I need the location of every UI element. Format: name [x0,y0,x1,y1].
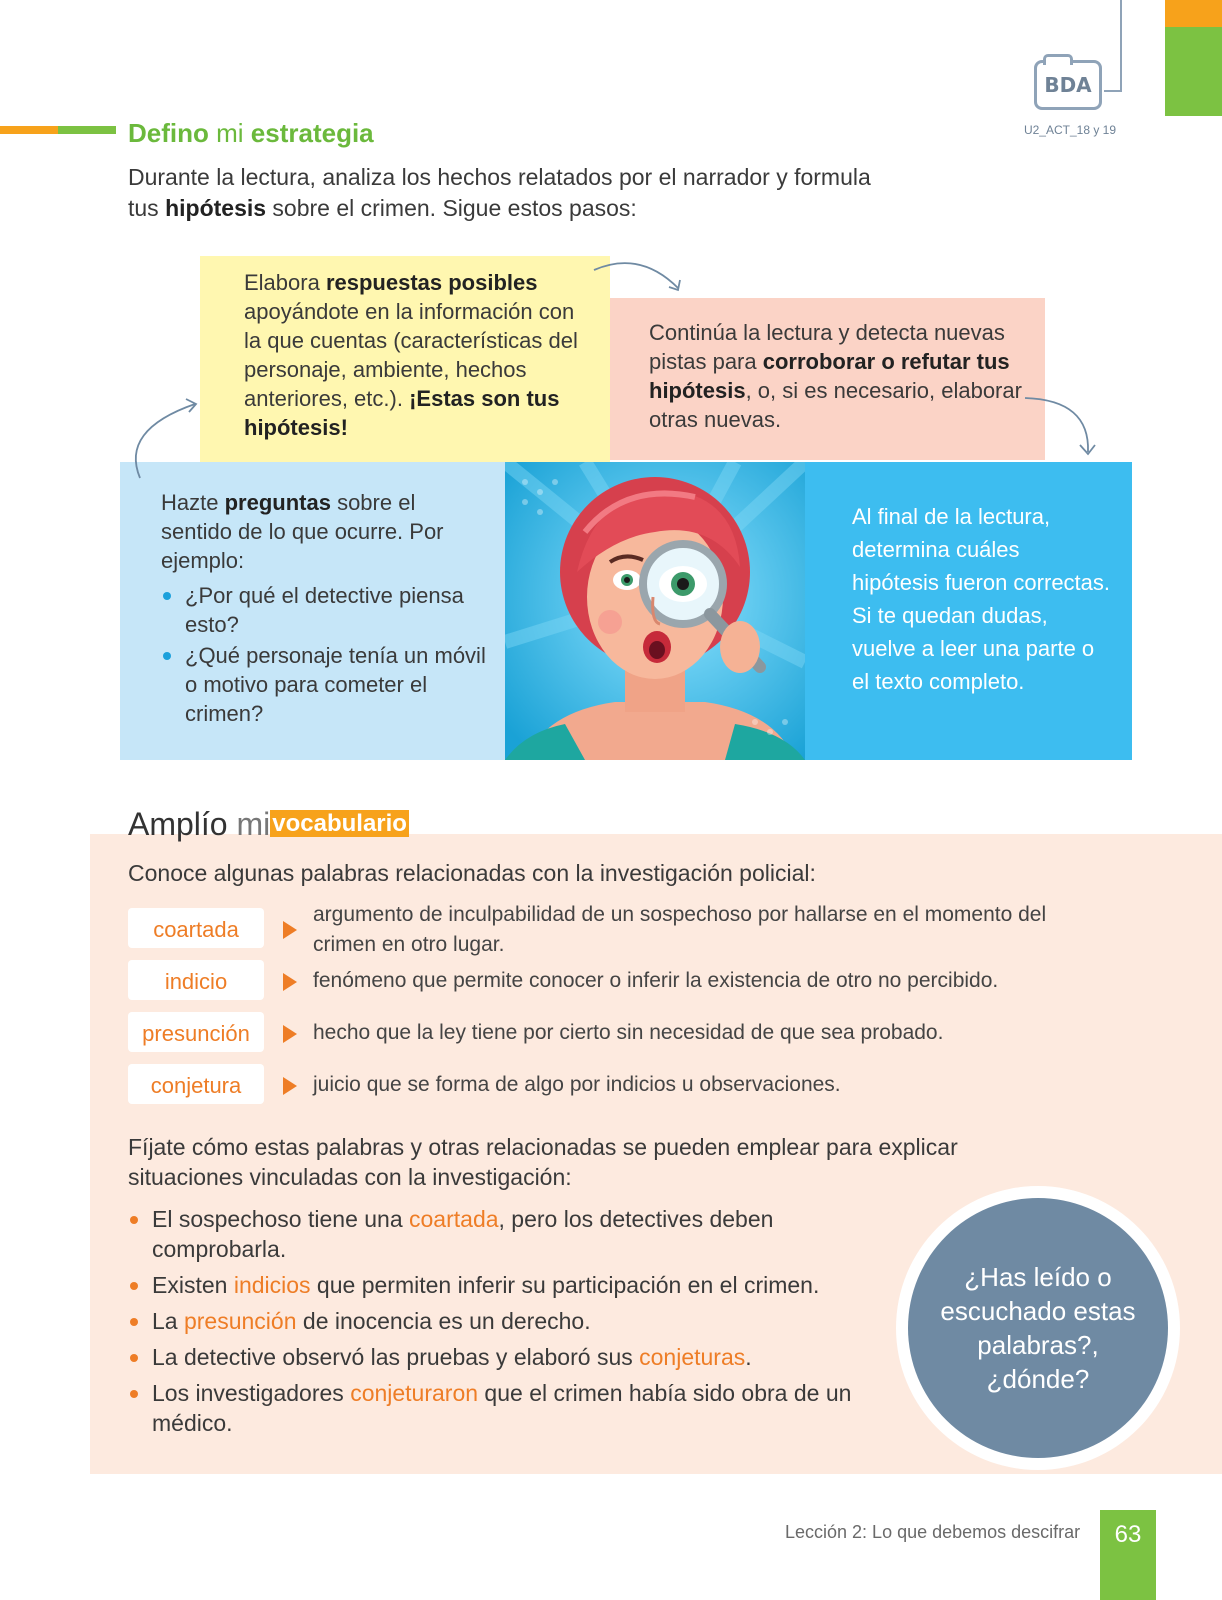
definition-presuncion: hecho que la ley tiene por cierto sin necesidad de que sea probado. [313,1021,944,1044]
bda-activity-code: U2_ACT_18 y 19 [1023,123,1117,137]
example-text: . [745,1344,752,1370]
bda-folder-icon[interactable]: BDA [1034,60,1102,110]
example-text: que el crimen había sido obra de un médico. [152,1380,852,1436]
arrow-questions-to-answers-icon [136,404,195,478]
step-arrows [0,0,1222,480]
example-keyword: conjeturaron [350,1380,479,1406]
example-text: Existen [152,1272,234,1298]
continue-text-pre: Continúa la lectura y detecta nuevas pistas para [649,320,1005,374]
term-indicio: indicio [128,960,264,1000]
answers-text-bold: respuestas posibles [325,270,538,295]
example-text: Los investigadores [152,1380,351,1406]
strategy-intro-bold: hipótesis [165,195,267,221]
answers-text-post: apoyándote en la información con la que cuentas (características del personaje, ambiente, hechos anteriores, etc.). [244,299,578,411]
page-number: 63 [1100,1510,1156,1600]
example-keyword: presunción [183,1308,297,1334]
vocabulary-heading [128,806,409,843]
example-list [128,1204,898,1444]
strategy-heading-word3: estrategia [250,118,374,148]
term-coartada: coartada [128,908,264,948]
example-keyword: conjeturas [639,1344,746,1370]
vocabulary-heading-highlight: vocabulario [272,810,407,837]
detective-woman-illustration [505,462,805,760]
strategy-intro-text: Durante la lectura, analiza los hechos relatados por el narrador y formula tus [128,164,871,221]
detective-illustration-svg [505,462,805,760]
example-text: , pero los detectives deben comprobarla. [152,1206,774,1262]
example-text: de inocencia es un derecho. [296,1308,591,1334]
example-item [128,1204,898,1264]
question-list [161,581,491,728]
strategy-heading-word1: Defino [128,118,209,148]
triangle-bullet-icon [283,921,297,939]
triangle-bullet-icon [283,1077,297,1095]
lesson-footer: Lección 2: Lo que debemos descifrar [785,1522,1081,1542]
continue-text-post: , o, si es necesario, elaborar otras nuevas. [649,378,1022,432]
vocabulary-heading-word1: Amplío [128,806,228,842]
example-keyword: coartada [409,1206,499,1232]
triangle-bullet-icon [283,1025,297,1043]
answers-text-pre: Elabora [244,270,326,295]
example-text: La [152,1308,184,1334]
question-item: ¿Qué personaje tenía un móvil o motivo para cometer el crimen? [161,641,491,728]
arrow-answers-to-continue-icon [594,263,678,288]
questions-text-pre: Hazte [161,490,225,515]
answers-text-bold-end: ¡Estas son tus hipótesis! [244,386,560,440]
questions-text [161,488,491,730]
example-text: que permiten inferir su participación en el crimen. [310,1272,820,1298]
question-item: ¿Por qué el detective piensa esto? [161,581,491,639]
example-item [128,1270,898,1300]
term-presuncion: presunción [128,1012,264,1052]
example-item [128,1306,898,1336]
questions-text-bold: preguntas [224,490,331,515]
example-keyword: indicios [233,1272,311,1298]
triangle-bullet-icon [283,973,297,991]
definition-conjetura: juicio que se forma de algo por indicios u observaciones. [313,1073,841,1096]
example-item [128,1342,898,1372]
arrow-continue-to-final-icon [1025,398,1088,452]
definition-coartada: argumento de inculpabilidad de un sospechoso por hallarse en el momento del crimen en otro lugar. [313,903,1047,956]
definition-indicio: fenómeno que permite conocer o inferir la existencia de otro no percibido. [313,969,999,992]
example-text: El sospechoso tiene una [152,1206,410,1232]
final-text: Al final de la lectura, determina cuáles hipótesis fueron correctas. Si te quedan dudas, vuelve a leer una parte o el texto completo. [852,504,1111,694]
callout-question: ¿Has leído o escuchado estas palabras?, ¿dónde? [908,1198,1168,1458]
example-text: La detective observó las pruebas y elaboró sus [152,1344,640,1370]
strategy-heading-word2: mi [216,118,244,148]
continue-text-bold: corroborar o refutar tus hipótesis [649,349,1010,403]
vocabulary-intro: Conoce algunas palabras relacionadas con la investigación policial: [128,860,816,886]
example-item [128,1378,898,1438]
term-conjetura: conjetura [128,1064,264,1104]
usage-intro: Fíjate cómo estas palabras y otras relacionadas se pueden emplear para explicar situaciones vinculadas con la investigación: [128,1134,958,1190]
vocabulary-heading-word2: mi [236,806,271,842]
questions-text-post: sobre el sentido de lo que ocurre. Por ejemplo: [161,490,444,573]
strategy-intro-text-end: sobre el crimen. Sigue estos pasos: [266,195,637,221]
